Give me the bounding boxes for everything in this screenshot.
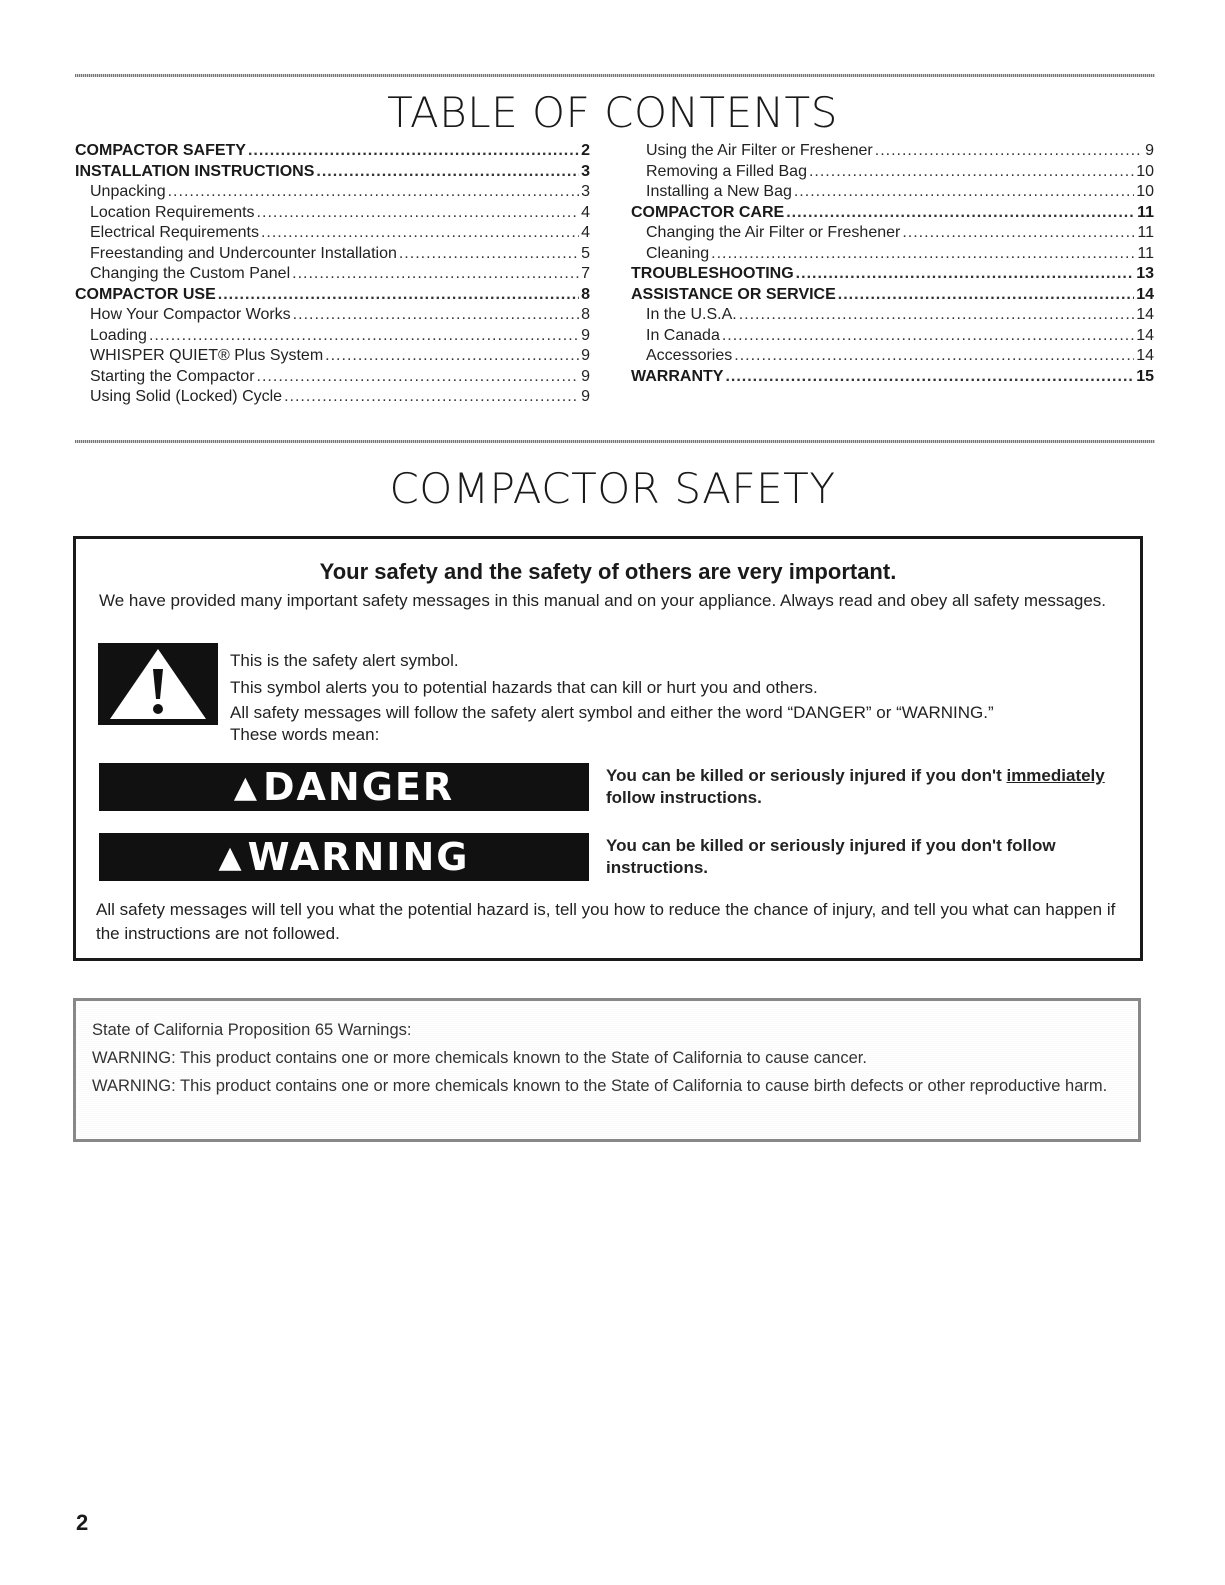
toc-entry [631, 244, 1154, 265]
toc-entry-page: 14 [1136, 347, 1154, 364]
toc-entry-page: 15 [1136, 367, 1154, 385]
toc-entry [631, 141, 1154, 162]
danger-meaning [606, 765, 1126, 809]
toc-entry [75, 223, 590, 244]
toc-entry-page: 11 [1137, 203, 1154, 221]
safety-subtitle: Your safety and the safety of others are very important. [319, 559, 897, 584]
toc-entry-label: Cleaning [646, 244, 710, 262]
toc-entry-page: 2 [581, 142, 590, 159]
toc-leader-dots [284, 387, 579, 408]
toc-leader-dots [875, 141, 1143, 162]
safety-title: COMPACTOR SAFETY [389, 464, 836, 513]
toc-entry [631, 182, 1154, 203]
prop65-heading: State of California Proposition 65 Warnings: [92, 1021, 412, 1039]
toc-leader-dots [293, 305, 579, 326]
toc-leader-dots [809, 162, 1134, 183]
toc-entry [631, 367, 1154, 388]
toc-right-column [631, 141, 1154, 387]
toc-entry-label: COMPACTOR SAFETY [75, 142, 246, 159]
toc-entry [75, 387, 590, 408]
toc-entry-page: 9 [581, 347, 590, 364]
toc-entry-page: 9 [581, 326, 590, 344]
toc-leader-dots [739, 305, 1134, 326]
toc-entry-page: 5 [581, 244, 590, 262]
toc-entry-label: Changing the Air Filter or Freshener [646, 224, 901, 241]
toc-left-column [75, 141, 590, 408]
toc-leader-dots [218, 285, 579, 306]
toc-entry-label: Electrical Requirements [90, 224, 259, 241]
safety-intro: We have provided many important safety messages in this manual and on your appliance. Always read and obey all safety messages. [99, 591, 1107, 610]
danger-text-part: follow instructions. [606, 788, 762, 807]
warning-meaning: You can be killed or seriously injured if you don't follow instructions. [606, 836, 1056, 877]
toc-entry-label: Starting the Compactor [90, 367, 255, 385]
alert-line: These words mean: [230, 725, 380, 744]
toc-leader-dots [796, 264, 1135, 285]
toc-entry-label: Changing the Custom Panel [90, 265, 291, 282]
toc-leader-dots [168, 182, 579, 203]
toc-entry [75, 162, 590, 183]
toc-entry-label: COMPACTOR CARE [631, 203, 785, 221]
toc-entry-label: Loading [90, 326, 147, 344]
toc-leader-dots [261, 223, 579, 244]
alert-line: This symbol alerts you to potential hazards that can kill or hurt you and others. [230, 678, 818, 697]
prop65-box [73, 998, 1141, 1142]
toc-entry-label: Using the Air Filter or Freshener [646, 142, 873, 159]
toc-leader-dots [248, 141, 579, 162]
toc-entry-label: Unpacking [90, 183, 166, 200]
toc-leader-dots [711, 244, 1135, 265]
toc-leader-dots [734, 346, 1134, 367]
danger-text-part: You can be killed or seriously injured if you don't [606, 766, 1007, 785]
alert-line: This is the safety alert symbol. [230, 651, 459, 670]
toc-entry-page: 9 [1145, 142, 1154, 159]
toc-entry [631, 203, 1154, 224]
toc-entry-page: 4 [581, 224, 590, 241]
toc-entry-page: 14 [1136, 326, 1154, 344]
toc-entry-page: 9 [581, 388, 590, 405]
toc-leader-dots [316, 162, 579, 183]
toc-entry [75, 264, 590, 285]
toc-entry-label: INSTALLATION INSTRUCTIONS [75, 162, 315, 180]
warning-triangle-icon [98, 643, 218, 725]
toc-entry-label: Using Solid (Locked) Cycle [90, 388, 283, 405]
toc-entry-page: 11 [1137, 244, 1154, 262]
toc-entry [75, 244, 590, 265]
toc-entry [631, 162, 1154, 183]
toc-leader-dots [794, 182, 1134, 203]
toc-entry-page: 11 [1137, 224, 1154, 241]
toc-entry [75, 305, 590, 326]
page-number: 2 [76, 1510, 89, 1535]
alert-explanation [230, 647, 1110, 745]
alert-triangle-icon: ▲ [218, 839, 244, 875]
toc-entry-page: 13 [1136, 265, 1154, 282]
toc-entry [75, 367, 590, 388]
toc-entry [75, 346, 590, 367]
toc-entry-page: 9 [581, 367, 590, 385]
toc-entry [631, 285, 1154, 306]
toc-leader-dots [257, 203, 580, 224]
danger-signal-bar [99, 763, 589, 811]
toc-entry [75, 203, 590, 224]
toc-entry [631, 326, 1154, 347]
alert-line: All safety messages will follow the safety alert symbol and either the word “DANGER” or “WARNING.” [230, 703, 994, 722]
toc-entry [631, 223, 1154, 244]
toc-leader-dots [149, 326, 579, 347]
toc-leader-dots [725, 367, 1134, 388]
toc-entry-label: COMPACTOR USE [75, 285, 216, 303]
toc-entry [75, 141, 590, 162]
toc-entry-page: 7 [581, 265, 590, 282]
toc-leader-dots [786, 203, 1135, 224]
toc-entry [75, 326, 590, 347]
toc-entry-label: How Your Compactor Works [90, 306, 291, 323]
toc-entry-page: 3 [581, 183, 590, 200]
toc-leader-dots [292, 264, 579, 285]
toc-entry-page: 3 [581, 162, 590, 180]
toc-entry-label: TROUBLESHOOTING [631, 265, 794, 282]
toc-leader-dots [257, 367, 580, 388]
danger-label: DANGER [262, 765, 455, 809]
toc-entry-label: Freestanding and Undercounter Installation [90, 244, 397, 262]
toc-entry-label: Installing a New Bag [646, 183, 792, 200]
toc-leader-dots [902, 223, 1135, 244]
toc-entry [75, 285, 590, 306]
safety-outro: All safety messages will tell you what the potential hazard is, tell you how to reduce the chance of injury, and tell you what can happen if the instructions are not followed. [96, 900, 1116, 943]
toc-title: TABLE OF CONTENTS [387, 88, 838, 137]
toc-entry-page: 4 [581, 203, 590, 221]
toc-leader-dots [399, 244, 579, 265]
toc-entry-label: ASSISTANCE OR SERVICE [631, 285, 836, 303]
toc-entry-page: 8 [581, 306, 590, 323]
toc-leader-dots [838, 285, 1134, 306]
toc-entry-label: Location Requirements [90, 203, 255, 221]
toc-entry-page: 14 [1136, 306, 1154, 323]
safety-box [73, 536, 1143, 961]
toc-entry-page: 10 [1136, 162, 1154, 180]
danger-text-emphasis: immediately [1006, 766, 1105, 785]
toc-entry-label: Removing a Filled Bag [646, 162, 807, 180]
warning-label: WARNING [247, 835, 470, 879]
prop65-warning-reproductive: WARNING: This product contains one or more chemicals known to the State of California to cause birth defects or other reproductive harm. [92, 1077, 1108, 1095]
warning-signal-bar [99, 833, 589, 881]
toc-entry-page: 14 [1136, 285, 1154, 303]
alert-triangle-icon: ▲ [233, 769, 259, 805]
toc-entry [631, 264, 1154, 285]
mid-rule [75, 440, 1155, 443]
toc-entry-label: WHISPER QUIET® Plus System [90, 347, 324, 364]
prop65-warning-cancer: WARNING: This product contains one or more chemicals known to the State of California to cause cancer. [92, 1049, 867, 1067]
toc-entry-label: In Canada [646, 326, 720, 344]
toc-entry-label: WARRANTY [631, 367, 724, 385]
toc-entry-label: Accessories [646, 347, 733, 364]
toc-entry [631, 305, 1154, 326]
toc-leader-dots [325, 346, 579, 367]
toc-entry-label: In the U.S.A. [646, 306, 737, 323]
top-rule [75, 74, 1155, 77]
toc-entry [631, 346, 1154, 367]
toc-entry-page: 10 [1136, 183, 1154, 200]
toc-entry [75, 182, 590, 203]
toc-entry-page: 8 [581, 285, 590, 303]
toc-leader-dots [722, 326, 1134, 347]
